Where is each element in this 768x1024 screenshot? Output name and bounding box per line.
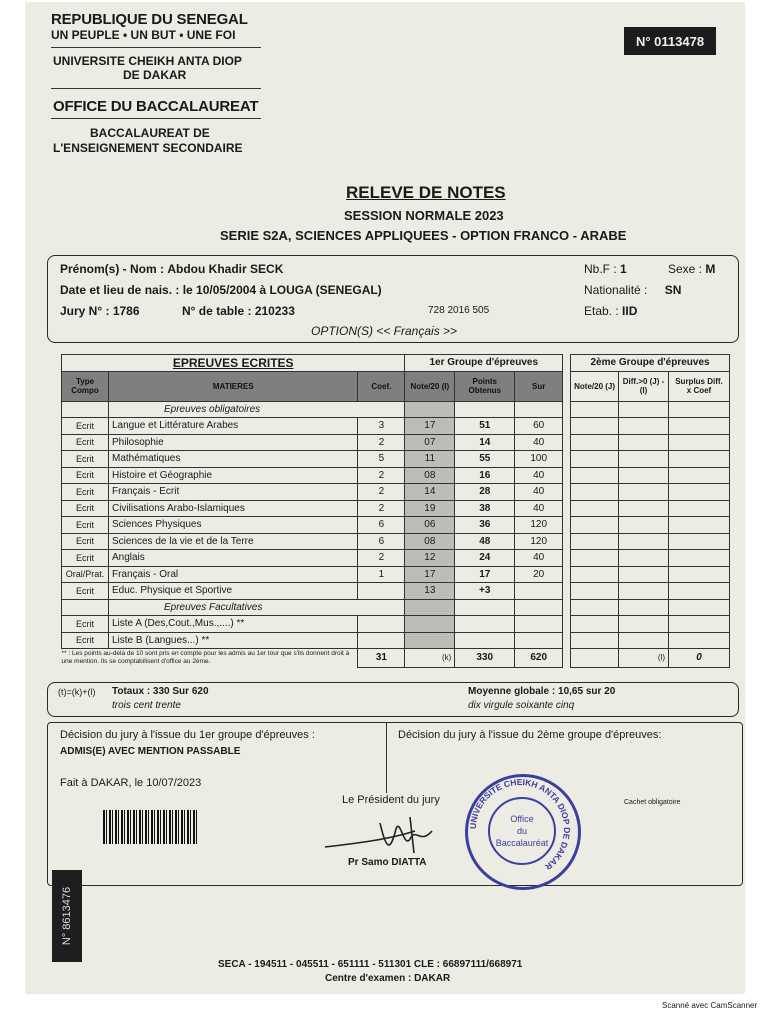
first-group-decision-value: ADMIS(E) AVEC MENTION PASSABLE [60,746,241,757]
group2-cell [619,616,669,633]
group2-cell [669,500,730,517]
subject-sur: 120 [515,533,563,550]
sexe-label: Sexe : [668,262,703,276]
group2-cell [619,533,669,550]
subject-note: 06 [405,517,455,534]
subject-note [405,616,455,633]
grades-table [61,354,730,668]
candidate-code: 728 2016 505 [428,305,490,316]
subject-note: 07 [405,434,455,451]
totals-row [62,649,730,668]
group2-cell [619,566,669,583]
sexe-row [668,262,715,276]
optional-rows [62,616,730,649]
subject-sur: 100 [515,451,563,468]
group2-cell [669,517,730,534]
jury-label: Jury N° : [60,304,110,318]
group2-cell [619,500,669,517]
subject-note: 17 [405,566,455,583]
group2-cell [669,467,730,484]
subject-row [62,550,730,567]
optional-row [62,616,730,633]
etab-label: Etab. : [584,304,619,318]
serie-title: SERIE S2A, SCIENCES APPLIQUEES - OPTION FRANCO - ARABE [220,228,627,243]
subject-sur: 40 [515,434,563,451]
total-sur: 620 [515,649,563,668]
subject-points: 51 [455,418,515,435]
subject-type: Ecrit [62,583,109,600]
subject-name: Sciences de la vie et de la Terre [108,533,357,550]
written-section-header: EPREUVES ECRITES [62,355,405,372]
official-stamp [465,774,581,890]
side-serial-text: N° 8613476 [61,886,74,946]
col-diff-header: Diff.>0 (J) - (I) [619,371,669,401]
subject-coef [358,616,405,633]
subject-type: Ecrit [62,467,109,484]
subject-points: 17 [455,566,515,583]
subject-name: Civilisations Arabo-Islamiques [108,500,357,517]
subject-sur: 60 [515,418,563,435]
subject-note: 13 [405,583,455,600]
group2-cell [669,616,730,633]
exam-center: Centre d'examen : DAKAR [325,973,451,984]
group2-cell [619,418,669,435]
totals-box [47,682,739,717]
first-group-decision-label: Décision du jury à l'issue du 1er groupe d'épreuves : [60,729,315,741]
col-matieres-header: MATIERES [108,371,357,401]
name-value: Abdou Khadir SECK [167,262,284,276]
subject-sur: 120 [515,517,563,534]
col-note-header: Note/20 (I) [405,371,455,401]
total-k-marker: (k) [405,649,455,668]
subject-note: 17 [405,418,455,435]
footer-codes: SECA - 194511 - 045511 - 651111 - 511301 CLE : 66897111/668971 [218,959,523,970]
president-signature [320,809,470,859]
stamp-du: du [516,826,527,836]
totals-formula: (t)=(k)+(l) [58,687,96,697]
subject-coef: 1 [358,566,405,583]
subject-sur: 20 [515,566,563,583]
subject-type: Ecrit [62,517,109,534]
candidate-info-box [47,255,739,343]
serial-number: N° 0113478 [624,27,716,55]
subject-points: 28 [455,484,515,501]
totals-words: trois cent trente [112,700,181,711]
total-surplus: 0 [669,649,730,668]
col-coef-header: Coef. [358,371,405,401]
group2-cell [669,632,730,649]
subject-name: Français - Ecrit [108,484,357,501]
subject-row [62,418,730,435]
subject-rows [62,418,730,600]
svg-text:UNIVERSITE CHEIKH ANTA DIOP DE: UNIVERSITE CHEIKH ANTA DIOP DE DAKAR [467,776,573,872]
office-title: OFFICE DU BACCALAUREAT [53,98,259,115]
optional-label: Epreuves Facultatives [108,599,404,616]
group2-cell [619,467,669,484]
issue-date: Fait à DAKAR, le 10/07/2023 [60,777,202,789]
subject-note: 12 [405,550,455,567]
subject-type: Oral/Prat. [62,566,109,583]
subject-type: Ecrit [62,451,109,468]
group2-cell [571,467,619,484]
cachet-label: Cachet obligatoire [624,799,681,806]
group2-cell [571,484,619,501]
subject-note: 19 [405,500,455,517]
stamp-bac: Baccalauréat [495,838,549,848]
group2-cell [669,418,730,435]
barcode [103,810,199,844]
subject-points [455,616,515,633]
group2-cell [571,500,619,517]
group2-cell [669,533,730,550]
subject-coef: 2 [358,467,405,484]
subject-name: Liste A (Des,Cout.,Mus.,....) ** [108,616,357,633]
table-footnote: ** : Les points au-delà de 10 sont pris en compte pour les admis au 1er tour que s'ils donnent droit à une mention. Ils se comptabilisent d'office au 2ème. [61,650,350,665]
column-header-row [62,371,730,401]
birth-value: le 10/05/2004 à LOUGA (SENEGAL) [182,283,382,297]
etab-value: IID [622,304,638,318]
subject-points: 55 [455,451,515,468]
subject-name: Anglais [108,550,357,567]
subject-note: 14 [405,484,455,501]
jury-value: 1786 [112,304,140,318]
subject-row [62,566,730,583]
subject-type: Ecrit [62,533,109,550]
subject-note: 08 [405,467,455,484]
group2-cell [571,632,619,649]
birth-label: Date et lieu de nais. : [60,283,180,297]
group2-cell [571,583,619,600]
group2-cell [669,566,730,583]
col-sur-header: Sur [515,371,563,401]
president-label: Le Président du jury [342,794,440,806]
national-motto: UN PEUPLE • UN BUT • UNE FOI [51,28,236,42]
subject-note [405,632,455,649]
options-line: OPTION(S) << Français >> [311,324,458,338]
obligatory-label: Epreuves obligatoires [108,401,404,418]
decision-box [47,722,743,886]
subject-row [62,583,730,600]
group2-cell [571,550,619,567]
university-name: UNIVERSITE CHEIKH ANTA DIOP [53,54,242,68]
subject-coef: 5 [358,451,405,468]
subject-row [62,517,730,534]
etab-row [584,304,637,318]
group2-cell [571,533,619,550]
subject-coef: 3 [358,418,405,435]
header-divider [51,118,261,119]
nationality-value: SN [664,283,682,297]
group2-cell [571,517,619,534]
table-value: 210233 [254,304,295,318]
group2-cell [669,451,730,468]
total-coef: 31 [358,649,405,668]
subject-coef: 2 [358,550,405,567]
subject-sur: 40 [515,484,563,501]
group2-cell [669,484,730,501]
average-words: dix virgule soixante cinq [468,700,575,711]
optional-section-row [62,599,730,616]
obligatory-section-row [62,401,730,418]
stamp-center [488,797,556,865]
subject-row [62,484,730,501]
subject-type: Ecrit [62,616,109,633]
subject-sur [515,616,563,633]
group2-cell [619,434,669,451]
col-type-header: Type Compo [62,371,109,401]
subject-row [62,451,730,468]
group2-cell [669,434,730,451]
jury-row [60,304,140,318]
total-l-marker: (l) [619,649,669,668]
candidate-birth-row [60,283,382,297]
name-label: Prénom(s) - Nom : [60,262,165,276]
side-serial-label [52,870,82,962]
subject-points: 16 [455,467,515,484]
subject-points [455,632,515,649]
subject-type: Ecrit [62,484,109,501]
group2-cell [669,550,730,567]
group2-cell [571,418,619,435]
subject-name: Sciences Physiques [108,517,357,534]
nationality-row [584,283,681,297]
subject-row [62,467,730,484]
group2-cell [571,566,619,583]
subject-points: +3 [455,583,515,600]
optional-row [62,632,730,649]
group2-cell [571,434,619,451]
sexe-value: M [705,262,716,276]
group2-cell [619,484,669,501]
table-number-row [182,304,295,318]
group-header-row [62,355,730,372]
subject-coef: 6 [358,517,405,534]
bac-line-1: BACCALAUREAT DE [90,126,210,140]
col-surplus-header: Surplus Diff. x Coef [669,371,730,401]
subject-row [62,500,730,517]
subject-name: Educ. Physique et Sportive [108,583,357,600]
scanner-watermark: Scanné avec CamScanner [662,1001,758,1010]
subject-coef: 2 [358,484,405,501]
signatory-name: Pr Samo DIATTA [348,857,427,868]
average-value: Moyenne globale : 10,65 sur 20 [468,686,616,697]
republic-title: REPUBLIQUE DU SENEGAL [51,11,248,28]
subject-type: Ecrit [62,500,109,517]
subject-name: Mathématiques [108,451,357,468]
group2-cell [571,616,619,633]
subject-sur: 40 [515,467,563,484]
subject-type: Ecrit [62,418,109,435]
subject-sur: 40 [515,500,563,517]
subject-type: Ecrit [62,550,109,567]
nbf-label: Nb.F : [584,262,617,276]
subject-row [62,434,730,451]
decision-divider [386,723,387,793]
subject-name: Philosophie [108,434,357,451]
subject-type: Ecrit [62,434,109,451]
subject-coef [358,632,405,649]
group2-cell [619,451,669,468]
subject-sur: 40 [515,550,563,567]
subject-coef: 6 [358,533,405,550]
header-divider [51,47,261,48]
group2-cell [619,517,669,534]
nbf-row [584,262,627,276]
subject-sur [515,632,563,649]
subject-type: Ecrit [62,632,109,649]
col-points-header: Points Obtenus [455,371,515,401]
subject-name: Langue et Littérature Arabes [108,418,357,435]
group2-cell [571,451,619,468]
subject-name: Liste B (Langues...) ** [108,632,357,649]
session-title: SESSION NORMALE 2023 [344,208,504,223]
subject-coef: 2 [358,434,405,451]
group2-cell [619,583,669,600]
subject-name: Histoire et Géographie [108,467,357,484]
candidate-name-row [60,262,283,276]
subject-points: 24 [455,550,515,567]
subject-points: 14 [455,434,515,451]
subject-coef: 2 [358,500,405,517]
nbf-value: 1 [620,262,627,276]
second-group-decision-label: Décision du jury à l'issue du 2ème groupe d'épreuves: [398,729,662,741]
subject-row [62,533,730,550]
group1-header: 1er Groupe d'épreuves [405,355,563,372]
col-note2-header: Note/20 (J) [571,371,619,401]
stamp-office: Office [510,814,534,824]
total-points: 330 [455,649,515,668]
subject-points: 38 [455,500,515,517]
subject-points: 48 [455,533,515,550]
document-title: RELEVE DE NOTES [346,183,506,202]
group2-cell [669,583,730,600]
group2-header: 2ème Groupe d'épreuves [571,355,730,372]
subject-note: 08 [405,533,455,550]
transcript-sheet [25,2,745,994]
subject-points: 36 [455,517,515,534]
bac-line-2: L'ENSEIGNEMENT SECONDAIRE [53,141,243,155]
group2-cell [619,550,669,567]
university-city: DE DAKAR [123,68,187,82]
subject-coef [358,583,405,600]
subject-sur [515,583,563,600]
subject-note: 11 [405,451,455,468]
subject-name: Français - Oral [108,566,357,583]
header-divider [51,88,261,89]
totals-value: Totaux : 330 Sur 620 [112,686,209,697]
group2-cell [619,632,669,649]
table-label: N° de table : [182,304,252,318]
nationality-label: Nationalité : [584,283,648,297]
